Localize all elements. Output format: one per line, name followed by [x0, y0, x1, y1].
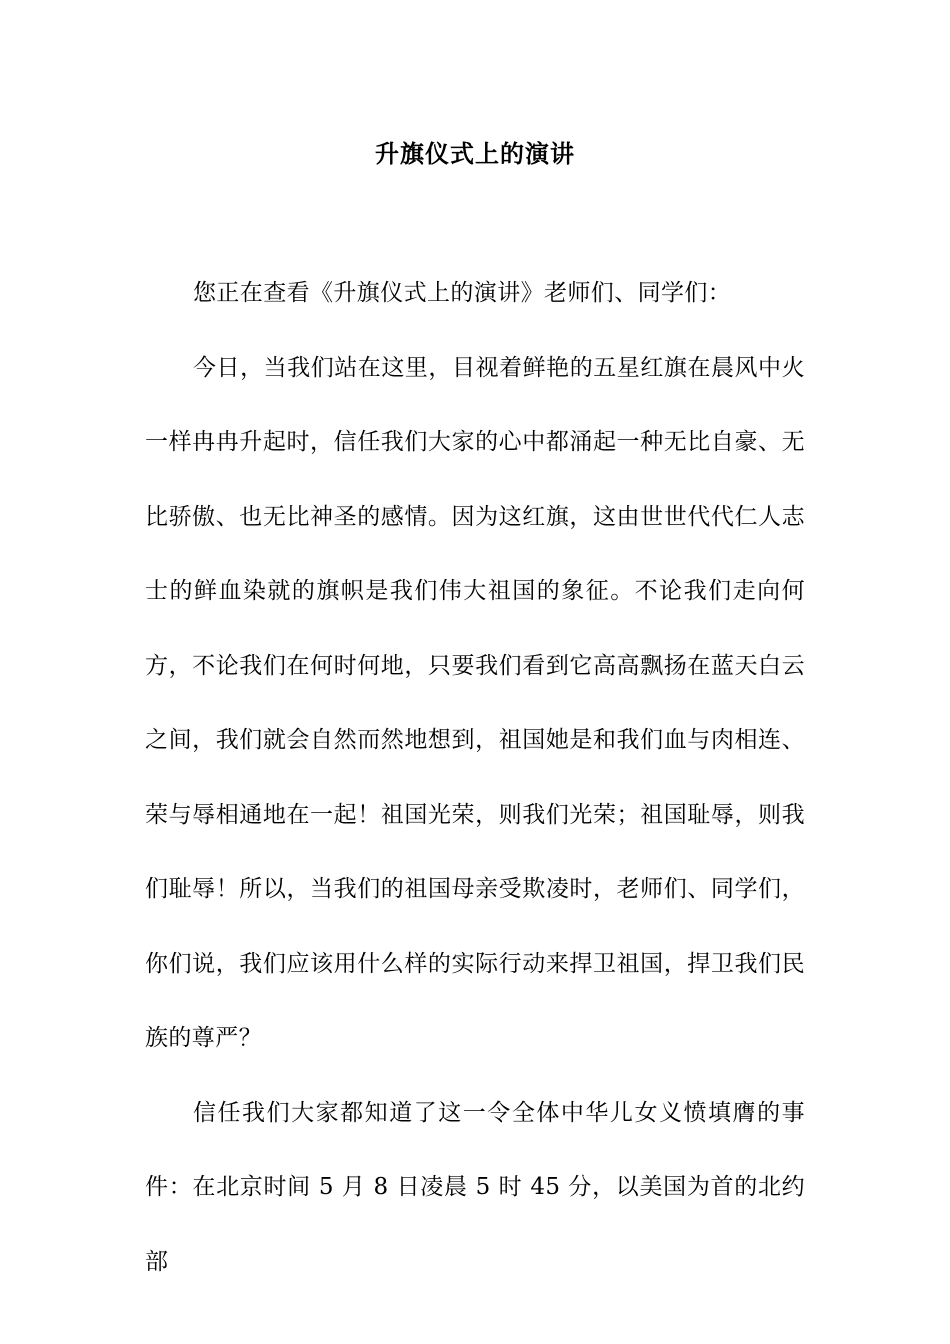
document-title: 升旗仪式上的演讲 — [375, 140, 575, 168]
paragraph-flag: 今日，当我们站在这里，目视着鲜艳的五星红旗在晨风中火一样冉冉升起时，信任我们大家的心中都涌起一种无比自豪、无比骄傲、也无比神圣的感情。因为这红旗，这由世世代代仁人志士的鲜血染就的旗帜是我们伟大祖国的象征。不论我们走向何方，不论我们在何时何地，只要我们看到它高高飘扬在蓝天白云之间，我们就会自然而然地想到，祖国她是和我们血与肉相连、荣与辱相通地在一起！祖国光荣，则我们光荣；祖国耻辱，则我们耻辱！所以，当我们的祖国母亲受欺凌时，老师们、同学们，你们说，我们应该用什么样的实际行动来捍卫祖国，捍卫我们民族的尊严？ — [145, 354, 805, 1051]
paragraph-intro: 您正在查看《升旗仪式上的演讲》老师们、同学们： — [193, 280, 732, 306]
paragraph-event: 信任我们大家都知道了这一令全体中华儿女义愤填膺的事件：在北京时间 5 月 8 日凌晨 5 时 45 分，以美国为首的北约部 — [145, 1099, 805, 1275]
document-body — [145, 256, 805, 1299]
